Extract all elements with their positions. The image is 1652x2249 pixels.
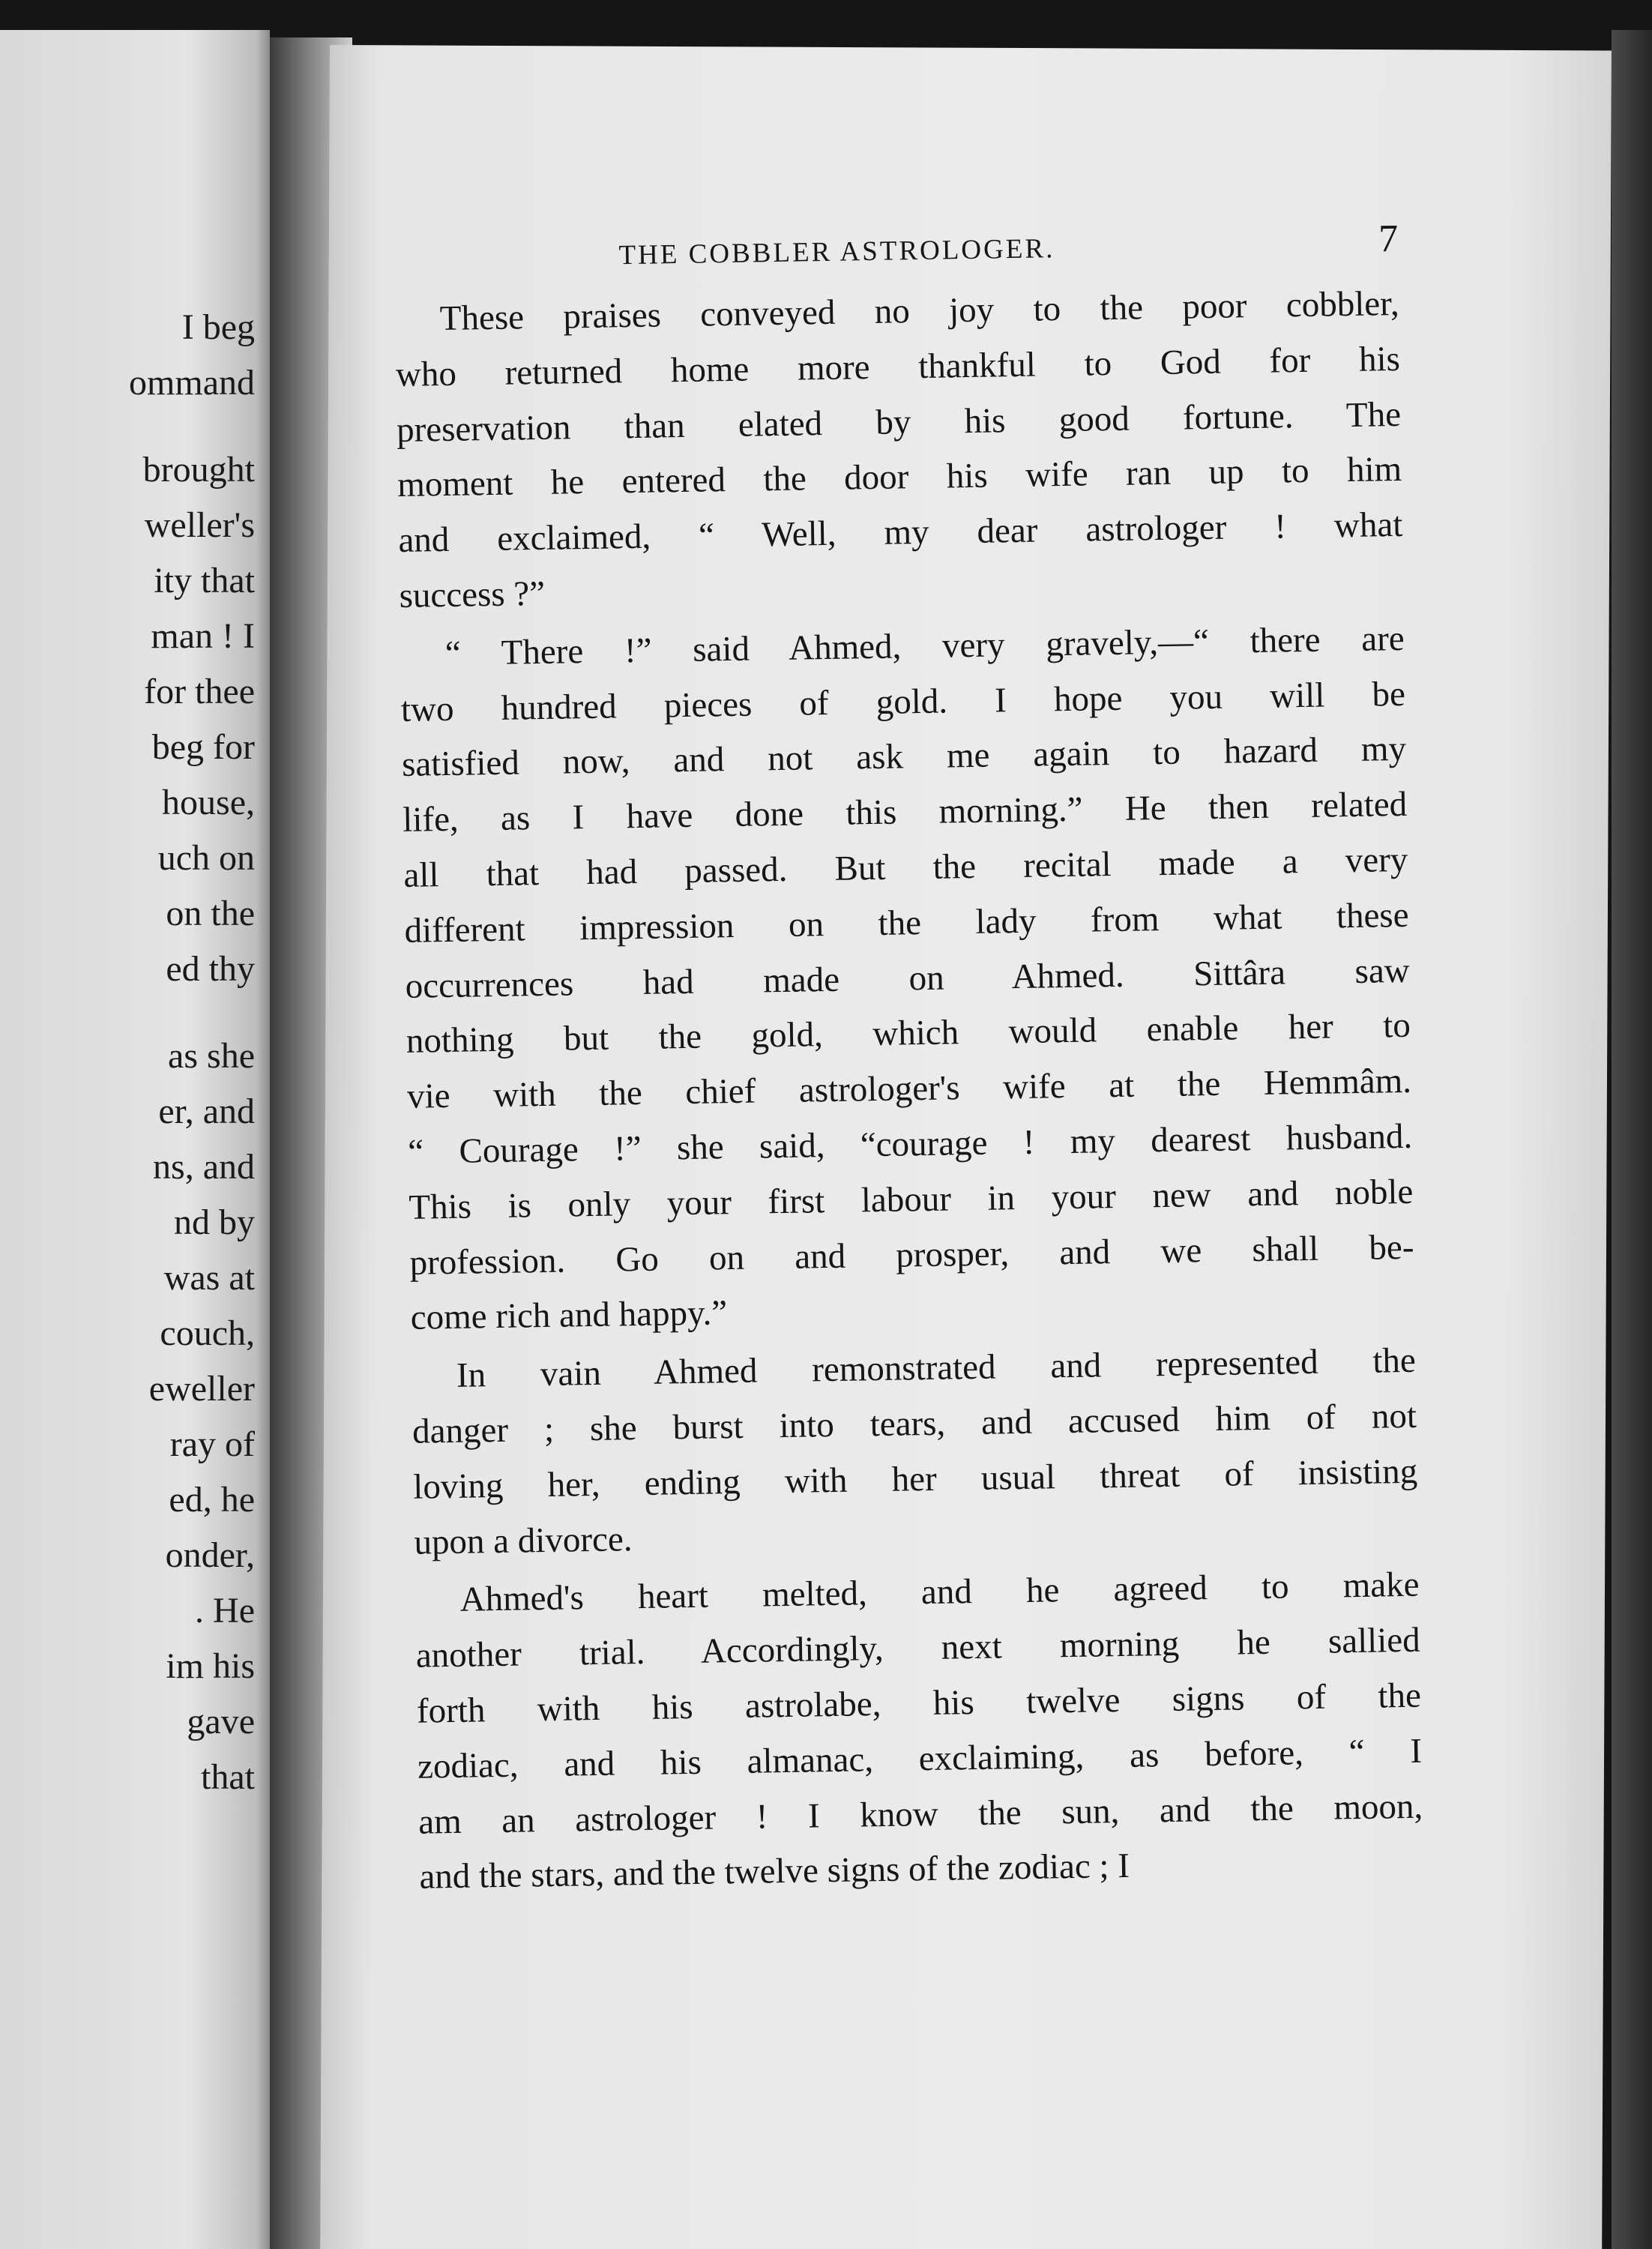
facing-page-line: . He — [195, 1591, 255, 1631]
text-line: satisfied now, and not ask me again to hazard my — [401, 729, 1407, 785]
text-line: two hundred pieces of gold. I hope you will be — [400, 674, 1406, 729]
facing-page-line: beg for — [151, 727, 255, 767]
facing-page-line: uch on — [157, 838, 255, 878]
text-line: all that had passed. But the recital made a very — [403, 840, 1408, 895]
text-line: “ Courage !” she said, “courage ! my dearest husband. — [407, 1116, 1413, 1172]
paragraph — [394, 277, 1404, 624]
facing-page-line: ray of — [169, 1424, 255, 1464]
text-line: profession. Go on and prosper, and we shall be- — [409, 1227, 1414, 1283]
facing-page-line: ity that — [154, 561, 255, 600]
facing-page-line: that — [201, 1757, 255, 1797]
paragraph — [414, 1558, 1424, 1906]
facing-page-line: for thee — [144, 672, 255, 711]
text-line: loving her, ending with her usual threat of insisting — [412, 1451, 1418, 1507]
text-line: zodiac, and his almanac, exclaiming, as before, “ I — [417, 1731, 1423, 1786]
text-line: upon a divorce. — [414, 1519, 633, 1562]
facing-page-line: on the — [166, 894, 255, 933]
facing-page-line: ns, and — [153, 1147, 255, 1187]
text-line: who returned home more thankful to God for his — [395, 339, 1401, 394]
body-text — [394, 277, 1424, 1906]
facing-page-line: gave — [187, 1702, 255, 1741]
text-line: and the stars, and the twelve signs of the zodiac ; I — [419, 1846, 1130, 1897]
facing-page-line: was at — [163, 1258, 255, 1298]
facing-page-line — [0, 411, 255, 442]
text-line: “ There !” said Ahmed, very gravely,—“ there are — [444, 618, 1405, 673]
text-line: nothing but the gold, which would enable her to — [406, 1006, 1411, 1062]
text-line: Ahmed's heart melted, and he agreed to make — [459, 1565, 1420, 1620]
text-line: These praises conveyed no joy to the poor cobbler, — [439, 283, 1400, 339]
facing-page-line: ed thy — [166, 949, 255, 989]
facing-page-left — [0, 30, 270, 2249]
text-line: another trial. Accordingly, next morning he sallied — [415, 1620, 1421, 1676]
paragraph — [411, 1334, 1418, 1571]
text-line: This is only your first labour in your new and noble — [409, 1172, 1414, 1227]
page-number: 7 — [1378, 217, 1399, 261]
facing-page-line: nd by — [174, 1202, 255, 1242]
text-line: life, as I have done this morning.” He then related — [402, 785, 1408, 840]
facing-page-line: ed, he — [169, 1480, 255, 1520]
text-line: danger ; she burst into tears, and accused him of not — [412, 1396, 1417, 1451]
text-line: preservation than elated by his good fortune. The — [396, 394, 1402, 450]
text-line: come rich and happy.” — [410, 1293, 728, 1338]
facing-page-line: weller's — [144, 505, 255, 545]
text-line: vie with the chief astrologer's wife at the Hemmâm. — [406, 1061, 1412, 1117]
facing-page-line: im his — [166, 1646, 255, 1686]
text-line: moment he entered the door his wife ran up to him — [397, 450, 1402, 505]
text-line: forth with his astrolabe, his twelve signs of the — [416, 1676, 1422, 1731]
facing-page-text — [0, 300, 255, 1805]
text-line: am an astrologer ! I know the sun, and the moon, — [417, 1786, 1423, 1842]
facing-page-line: er, and — [158, 1092, 255, 1131]
facing-page-line: eweller — [148, 1369, 255, 1409]
paragraph — [400, 612, 1415, 1346]
facing-page-line: man ! I — [151, 616, 255, 656]
page-edge-shadow — [1612, 30, 1652, 2249]
text-line: occurrences had made on Ahmed. Sittâra saw — [405, 951, 1411, 1006]
facing-page-line: as she — [168, 1036, 255, 1076]
page-text-block — [394, 217, 1424, 1906]
facing-page-line: house, — [162, 783, 255, 822]
facing-page-line: brought — [142, 450, 255, 490]
facing-page-line: I beg — [181, 307, 255, 347]
facing-page-line: couch, — [160, 1313, 255, 1353]
facing-page-line: ommand — [129, 363, 255, 403]
text-line: In vain Ahmed remonstrated and represented the — [456, 1340, 1417, 1396]
text-line: and exclaimed, “ Well, my dear astrologer ! what — [398, 505, 1403, 561]
facing-page-line — [0, 997, 255, 1029]
text-line: success ?” — [399, 573, 546, 615]
text-line: different impression on the lady from what these — [404, 895, 1409, 951]
running-title: THE COBBLER ASTROLOGER. — [618, 233, 1055, 271]
facing-page-line: onder, — [165, 1535, 255, 1575]
